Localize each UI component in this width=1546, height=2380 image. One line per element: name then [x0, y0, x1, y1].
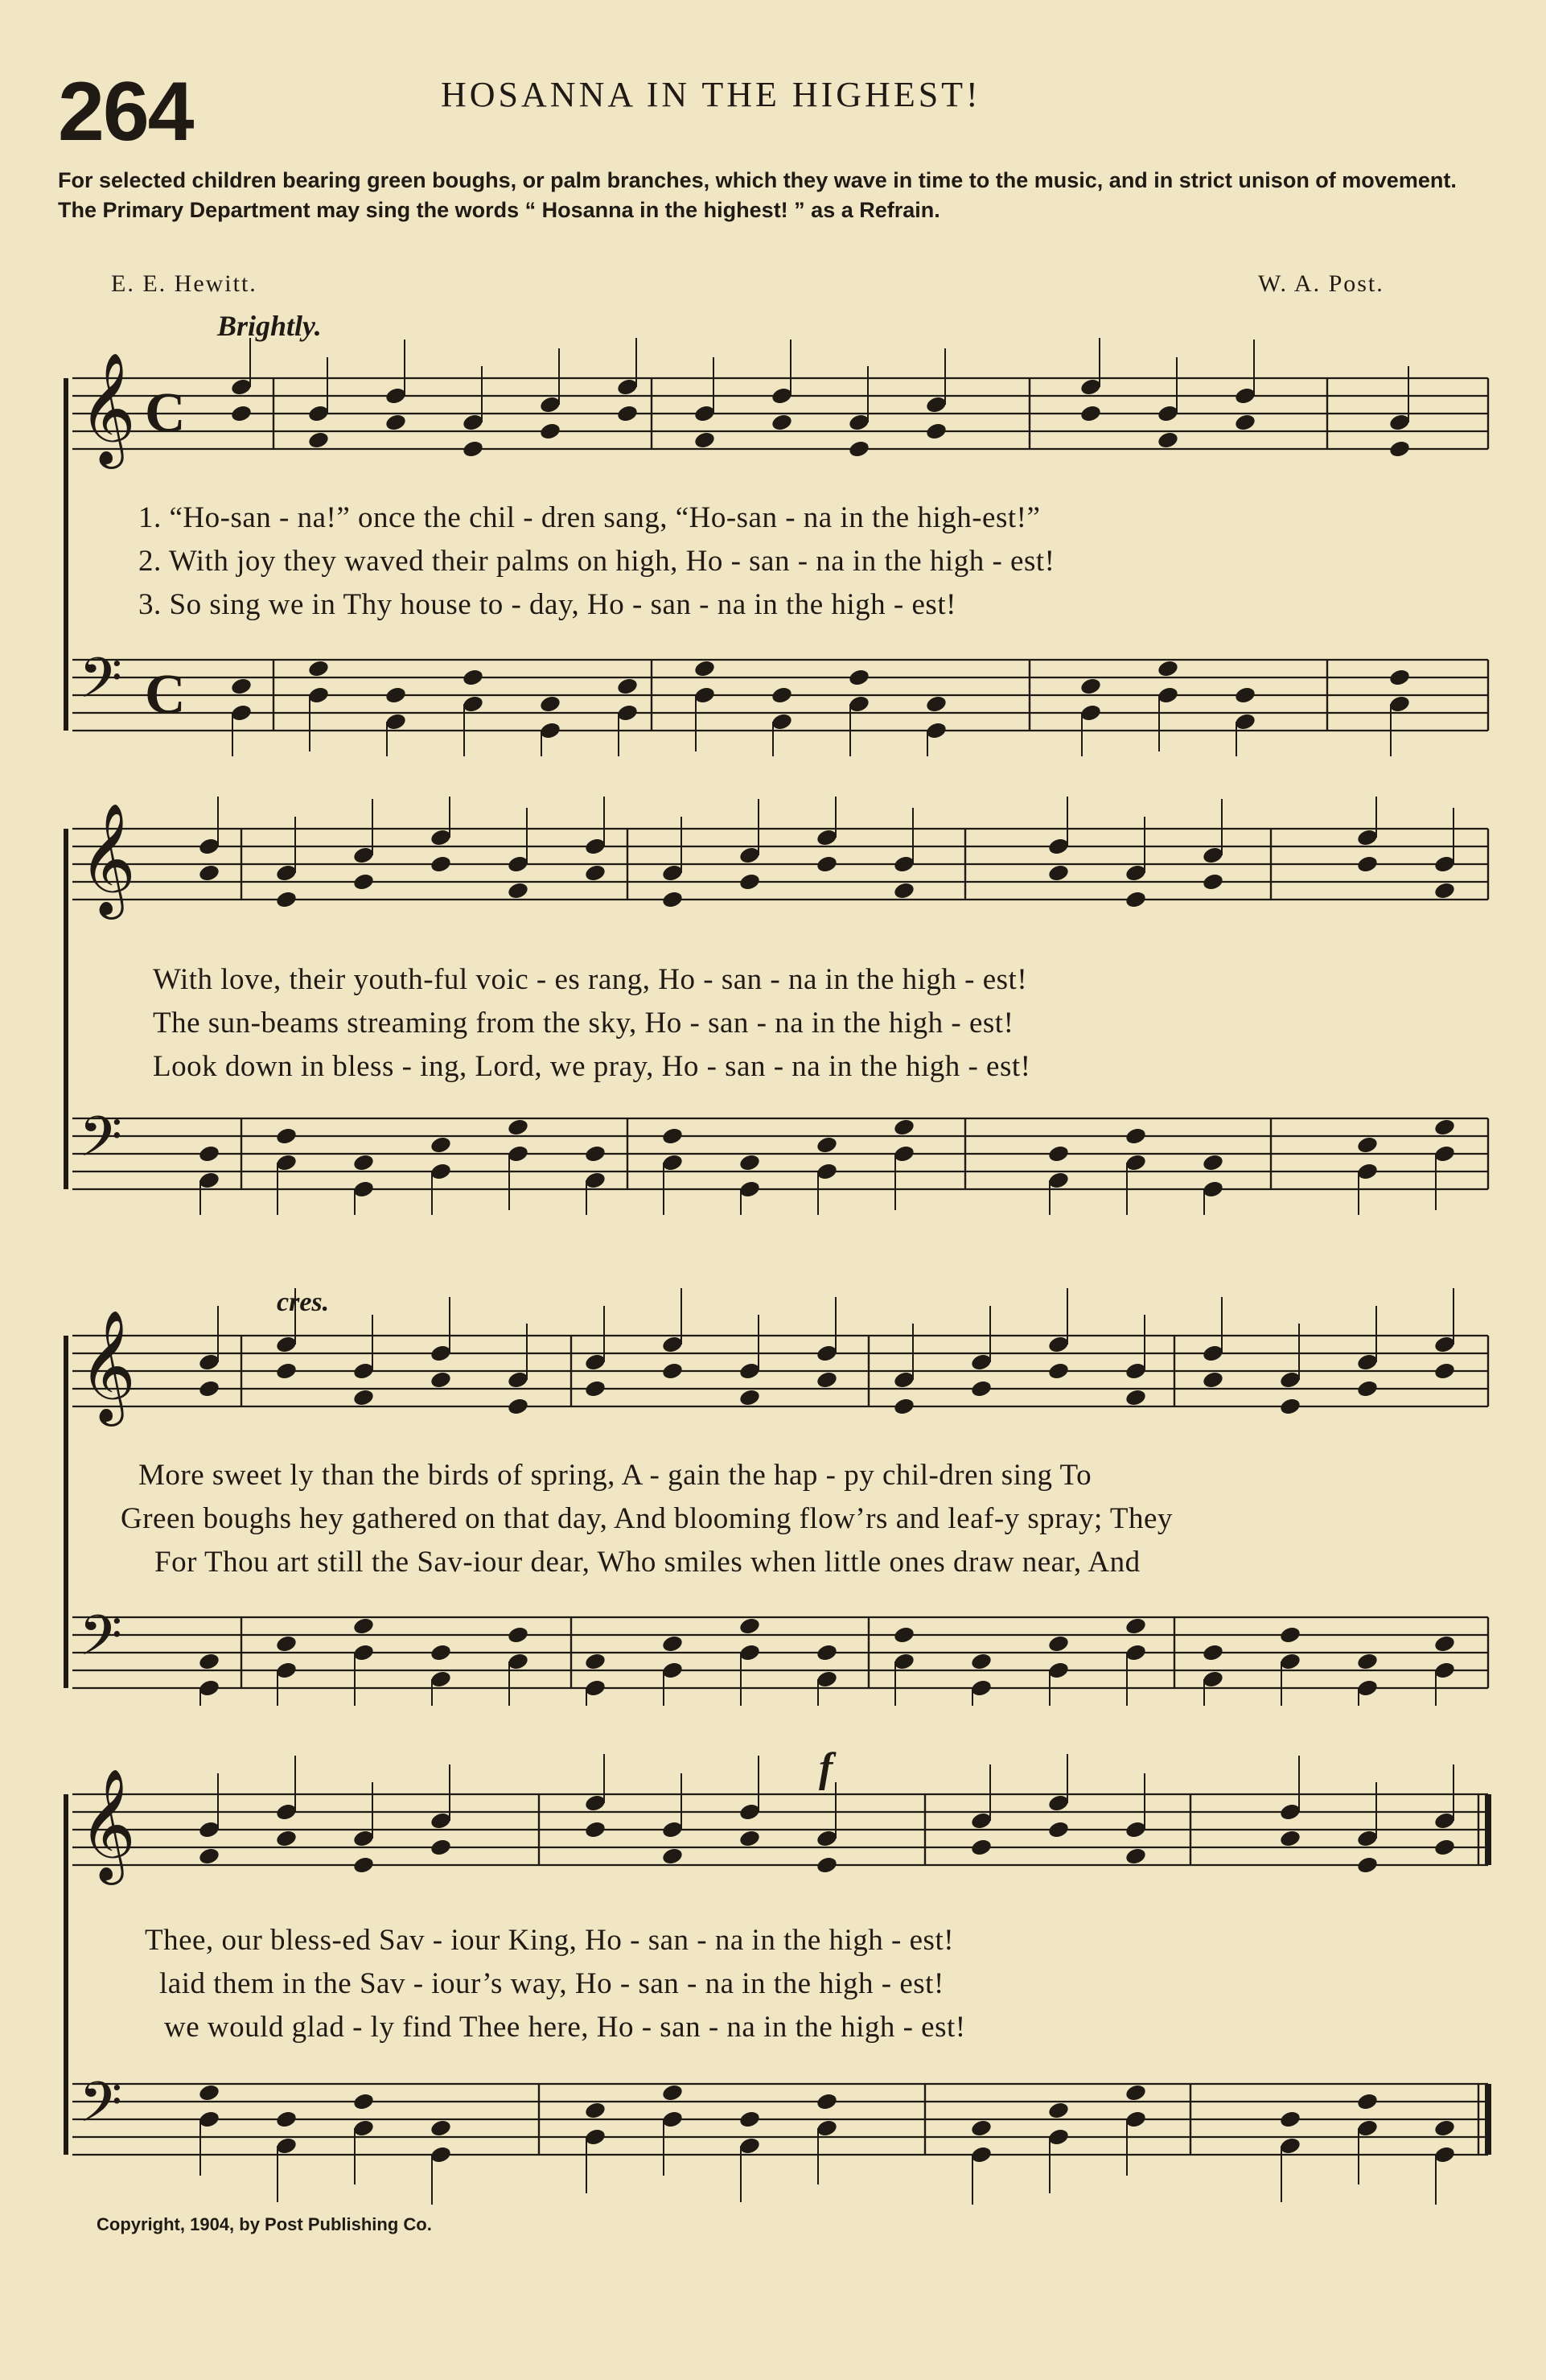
lyric-line: Look down in bless - ing, Lord, we pray, Ho - san - na in the high - est! — [153, 1050, 1031, 1083]
common-time-icon: C — [145, 664, 186, 726]
treble-clef-icon: 𝄞 — [79, 1769, 136, 1880]
treble-clef-icon: 𝄞 — [79, 803, 136, 915]
lyric-line: The sun-beams streaming from the sky, Ho - san - na in the high - est! — [153, 1007, 1014, 1040]
lyric-line: Green boughs hey gathered on that day, And blooming flow’rs and leaf-y spray; They — [121, 1502, 1173, 1535]
lyric-line: 3. So sing we in Thy house to - day, Ho - san - na in the high - est! — [138, 588, 956, 621]
treble-clef-icon: 𝄞 — [79, 1310, 136, 1422]
tempo-marking: Brightly. — [217, 310, 322, 342]
common-time-icon: C — [145, 382, 186, 444]
composer-credit: W. A. Post. — [1258, 270, 1384, 297]
lyric-line: 2. With joy they waved their palms on high, Ho - san - na in the high - est! — [138, 545, 1055, 578]
performance-direction: For selected children bearing green boughs, or palm branches, which they wave in time to the music, and in strict unison of movement. The Primary Department may sing the words “ Hosanna in the highest! ” as a Refrain. — [58, 168, 1457, 222]
crescendo-marking: cres. — [277, 1287, 330, 1317]
lyric-line: With love, their youth-ful voic - es rang, Ho - san - na in the high - est! — [153, 963, 1028, 996]
treble-clef-icon: 𝄞 — [79, 352, 136, 464]
bass-clef-icon: 𝄢 — [79, 2069, 123, 2148]
bass-clef-icon: 𝄢 — [79, 1104, 123, 1183]
hymn-number: 264 — [58, 65, 193, 159]
lyric-line: Thee, our bless-ed Sav - iour King, Ho - san - na in the high - est! — [145, 1924, 955, 1957]
lyric-line: For Thou art still the Sav-iour dear, Who smiles when little ones draw near, And — [154, 1546, 1141, 1579]
lyric-line: 1. “Ho-san - na!” once the chil - dren sang, “Ho-san - na in the high-est!” — [138, 501, 1041, 534]
bass-clef-icon: 𝄢 — [79, 645, 123, 724]
hymn-title: HOSANNA IN THE HIGHEST! — [441, 75, 981, 114]
lyric-line: More sweet ly than the birds of spring, A - gain the hap - py chil-dren sing To — [138, 1459, 1092, 1492]
copyright-notice: Copyright, 1904, by Post Publishing Co. — [97, 2214, 432, 2234]
author-credit: E. E. Hewitt. — [111, 270, 257, 297]
music-system-3 — [0, 1287, 1546, 1706]
lyric-line: we would glad - ly find Thee here, Ho - san - na in the high - est! — [164, 2011, 966, 2044]
lyric-line: laid them in the Sav - iour’s way, Ho - san - na in the high - est! — [159, 1967, 944, 2000]
forte-marking: f — [819, 1745, 833, 1791]
bass-clef-icon: 𝄢 — [79, 1603, 123, 1682]
